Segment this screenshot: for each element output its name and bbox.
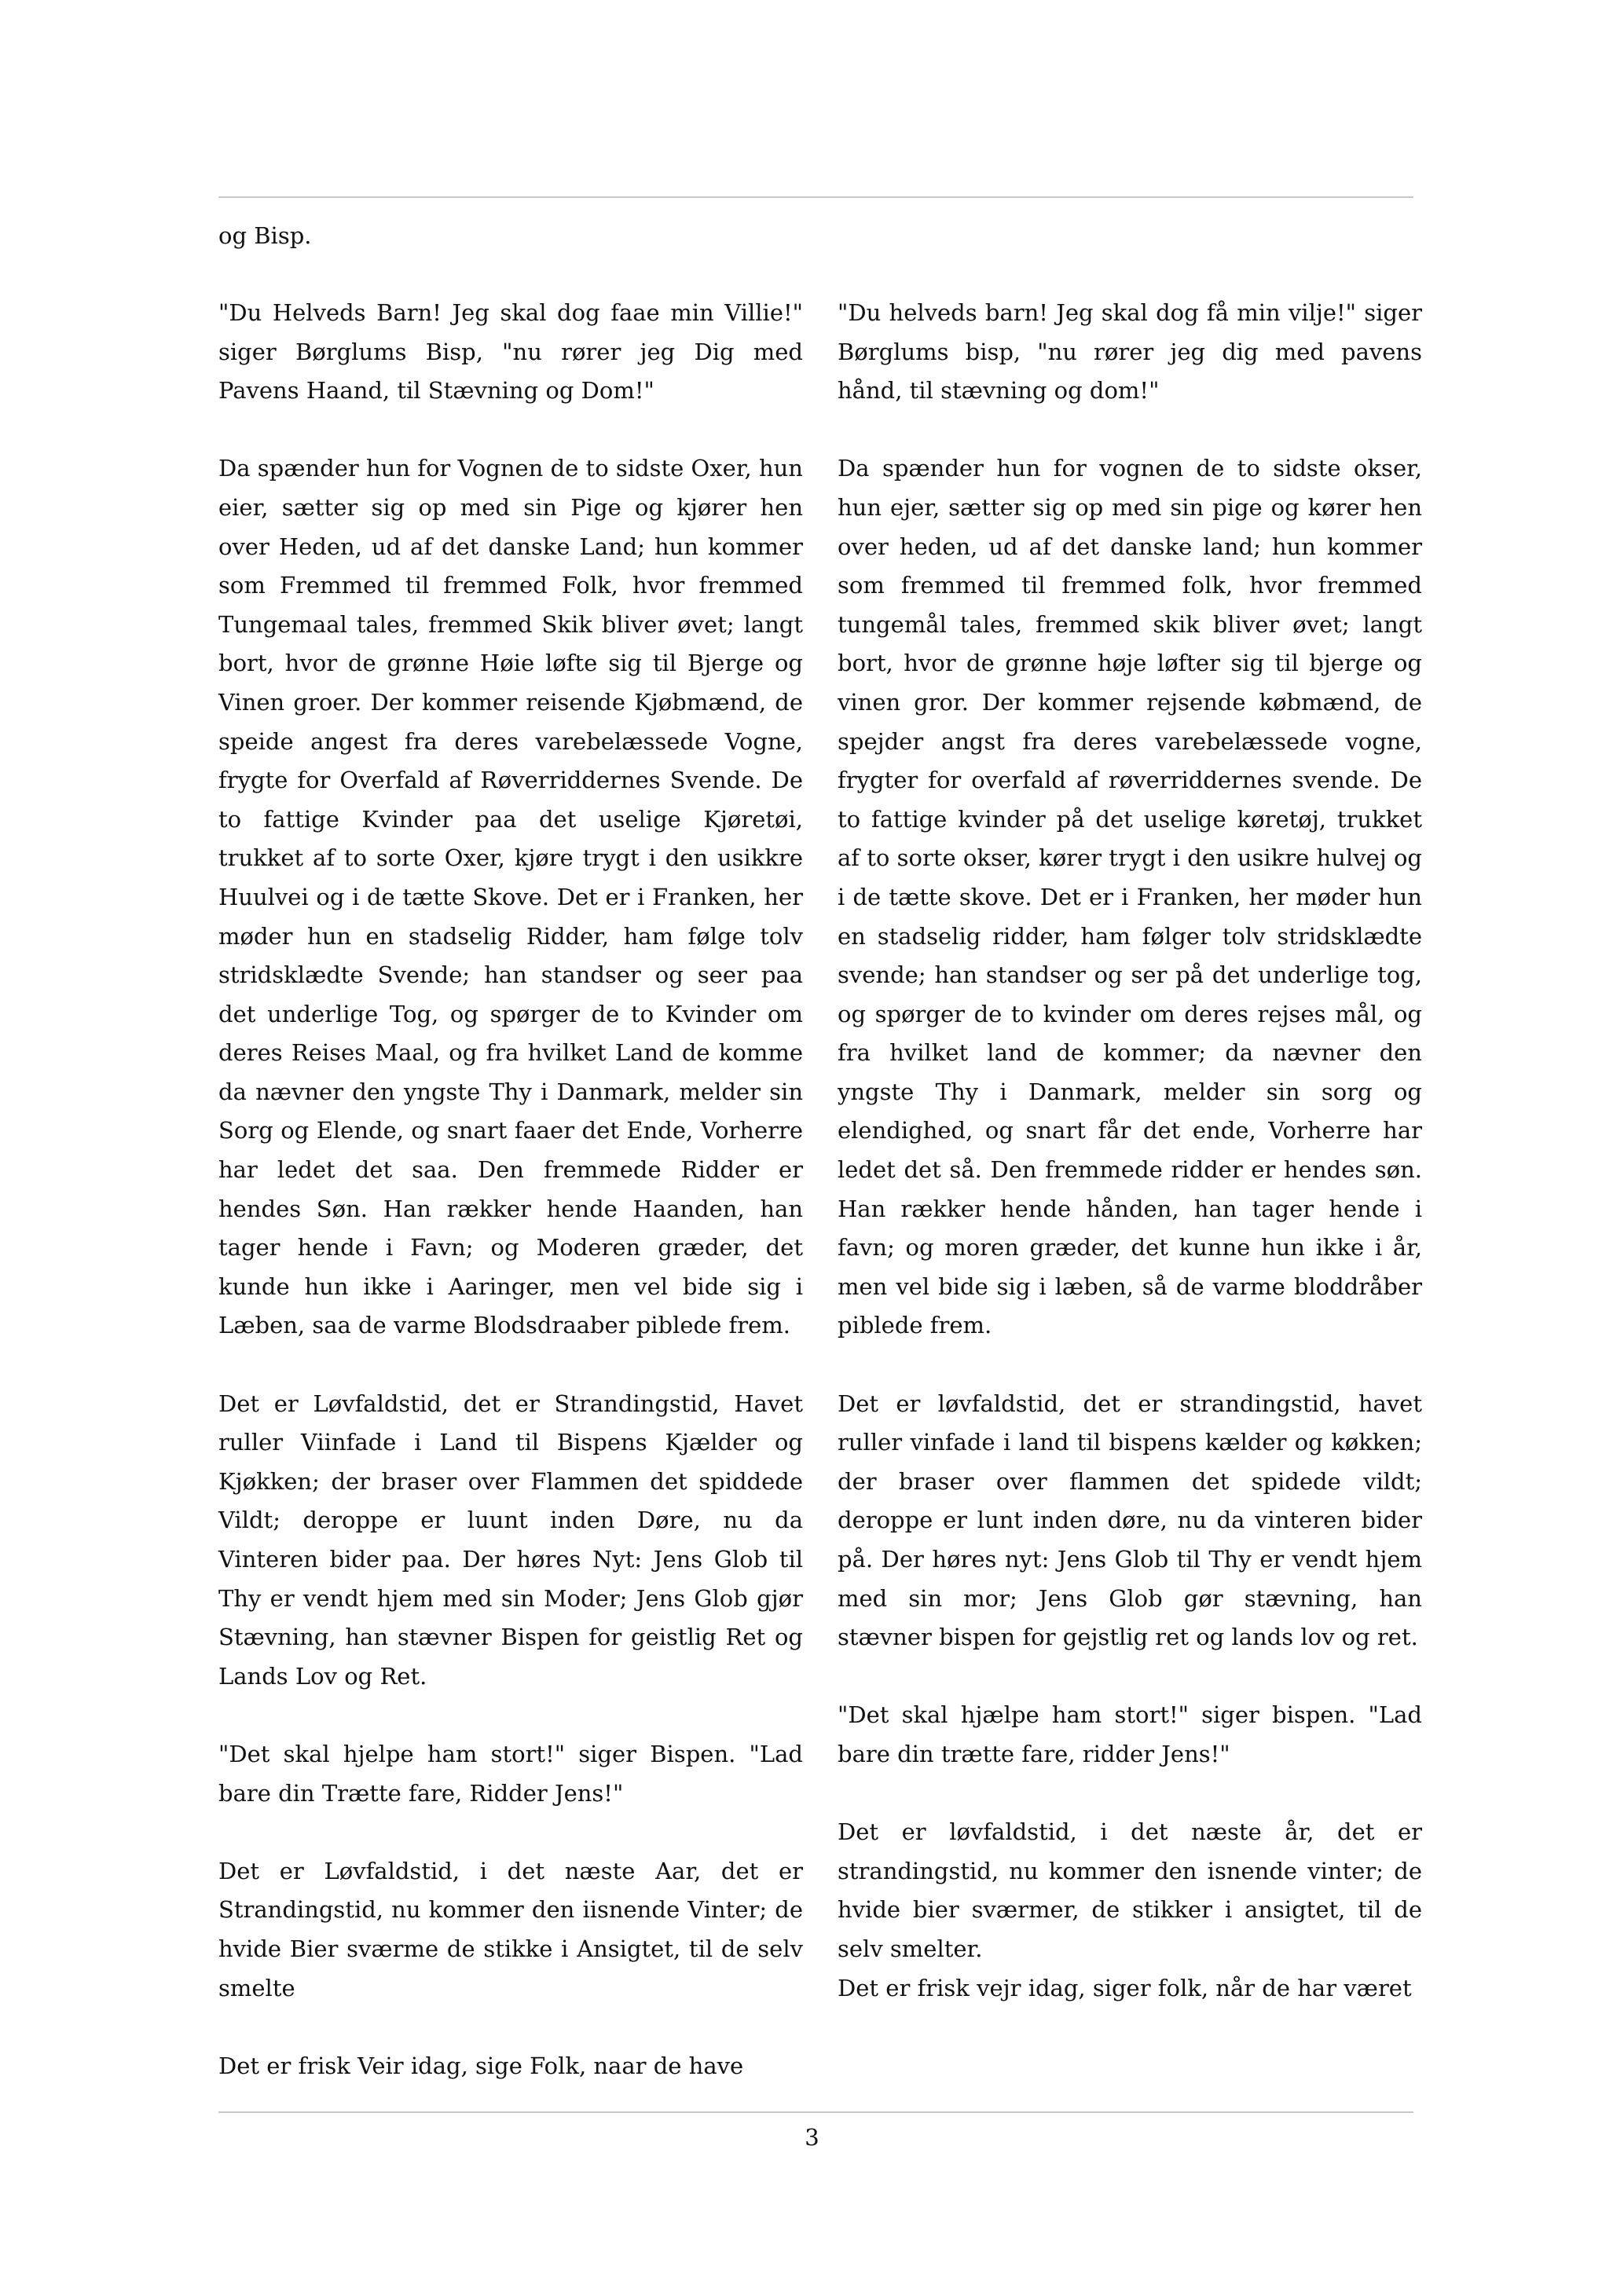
paragraph: Da spænder hun for Vognen de to sidste Oxer, hun eier, sætter sig op med sin Pige og kjører hen over Heden, ud af det danske Land; hun kommer som Fremmed til fremmed Folk, hvor fremmed Tungemaal tales, fremmed Skik bliver øvet; langt bort, hvor de grønne Høie løfte sig til Bjerge og Vinen groer. Der kommer reisende Kjøbmænd, de speide angest fra deres varebelæssede Vogne, frygte for Overfald af Røverriddernes Svende. De to fattige Kvinder paa det uselige Kjøretøi, trukket af to sorte Oxer, kjøre trygt i den usikkre Huulvei og i de tætte Skove. Det er i Franken, her møder hun en stadselig Ridder, ham følge tolv stridsklædte Svende; han standser og seer paa det underlige Tog, og spørger de to Kvinder om deres Reises Maal, og fra hvilket Land de komme da nævner den yngste Thy i Danmark, melder sin Sorg og Elende, og snart faaer det Ende, Vorherre har ledet det saa. Den fremmede Ridder er hendes Søn. Han rækker hende Haanden, han tager hende i Favn; og Moderen græder, det kunde hun ikke i Aaringer, men vel bide sig i Læben, saa de varme Blodsdraaber piblede frem. [218, 455, 803, 1339]
paragraph: "Det skal hjælpe ham stort!" siger bispen. "Lad bare din trætte fare, ridder Jens!" [838, 1701, 1422, 1767]
footer-rule [218, 2111, 1413, 2113]
modernized-text-column [838, 294, 1422, 2047]
page-number: 3 [805, 2124, 819, 2151]
paragraph: "Du Helveds Barn! Jeg skal dog faae min Villie!" siger Børglums Bisp, "nu rører jeg Dig med Pavens Haand, til Stævning og Dom!" [218, 299, 803, 405]
header-rule [218, 196, 1413, 198]
paragraph: Det er frisk Veir idag, sige Folk, naar de have [218, 2052, 744, 2079]
paragraph: "Det skal hjelpe ham stort!" siger Bispen. "Lad bare din Trætte fare, Ridder Jens!" [218, 1740, 803, 1807]
paragraph: Da spænder hun for vognen de to sidste okser, hun ejer, sætter sig op med sin pige og kører hen over heden, ud af det danske land; hun kommer som fremmed til fremmed folk, hvor fremmed tungemål tales, fremmed skik bliver øvet; langt bort, hvor de grønne høje løfter sig til bjerge og vinen gror. Der kommer rejsende købmænd, de spejder angst fra deres varebelæssede vogne, frygter for overfald af røverriddernes svende. De to fattige kvinder på det uselige køretøj, trukket af to sorte okser, kører trygt i den usikre hulvej og i de tætte skove. Det er i Franken, her møder hun en stadselig ridder, ham følger tolv stridsklædte svende; han standser og ser på det underlige tog, og spørger de to kvinder om deres rejses mål, og fra hvilket land de kommer; da nævner den yngste Thy i Danmark, melder sin sorg og elendighed, og snart får det ende, Vorherre har ledet det så. Den fremmede ridder er hendes søn. Han rækker hende hånden, han tager hende i favn; og moren græder, det kunne hun ikke i år, men vel bide sig i læben, så de varme bloddråber piblede frem. [838, 455, 1422, 1339]
paragraph: "Du helveds barn! Jeg skal dog få min vilje!" siger Børglums bisp, "nu rører jeg dig med pavens hånd, til stævning og dom!" [838, 299, 1422, 405]
paragraph: Det er Løvfaldstid, det er Strandingstid, Havet ruller Viinfade i Land til Bispens Kjælder og Kjøkken; der braser over Flammen det spiddede Vildt; deroppe er luunt inden Døre, nu da Vinteren bider paa. Der høres Nyt: Jens Glob til Thy er vendt hjem med sin Moder; Jens Glob gjør Stævning, han stævner Bispen for geistlig Ret og Lands Lov og Ret. [218, 1390, 803, 1690]
paragraph: Det er løvfaldstid, det er strandingstid, havet ruller vinfade i land til bispens kælder og køkken; der braser over flammen det spidede vildt; deroppe er lunt inden døre, nu da vinteren bider på. Der høres nyt: Jens Glob til Thy er vendt hjem med sin mor; Jens Glob gør stævning, han stævner bispen for gejstlig ret og lands lov og ret. [838, 1390, 1422, 1651]
paragraph: Det er frisk vejr idag, siger folk, når de har været [838, 1974, 1412, 2001]
original-text-column [218, 294, 803, 2125]
paragraph: Det er løvfaldstid, i det næste år, det er strandingstid, nu kommer den isnende vinter; de hvide bier sværmer, de stikker i ansigtet, til de selv smelter. [838, 1818, 1422, 1962]
continued-line: og Bisp. [218, 222, 312, 249]
paragraph: Det er Løvfaldstid, i det næste Aar, det er Strandingstid, nu kommer den iisnende Vinter; de hvide Bier sværme de stikke i Ansigtet, til de selv smelte [218, 1857, 803, 2001]
